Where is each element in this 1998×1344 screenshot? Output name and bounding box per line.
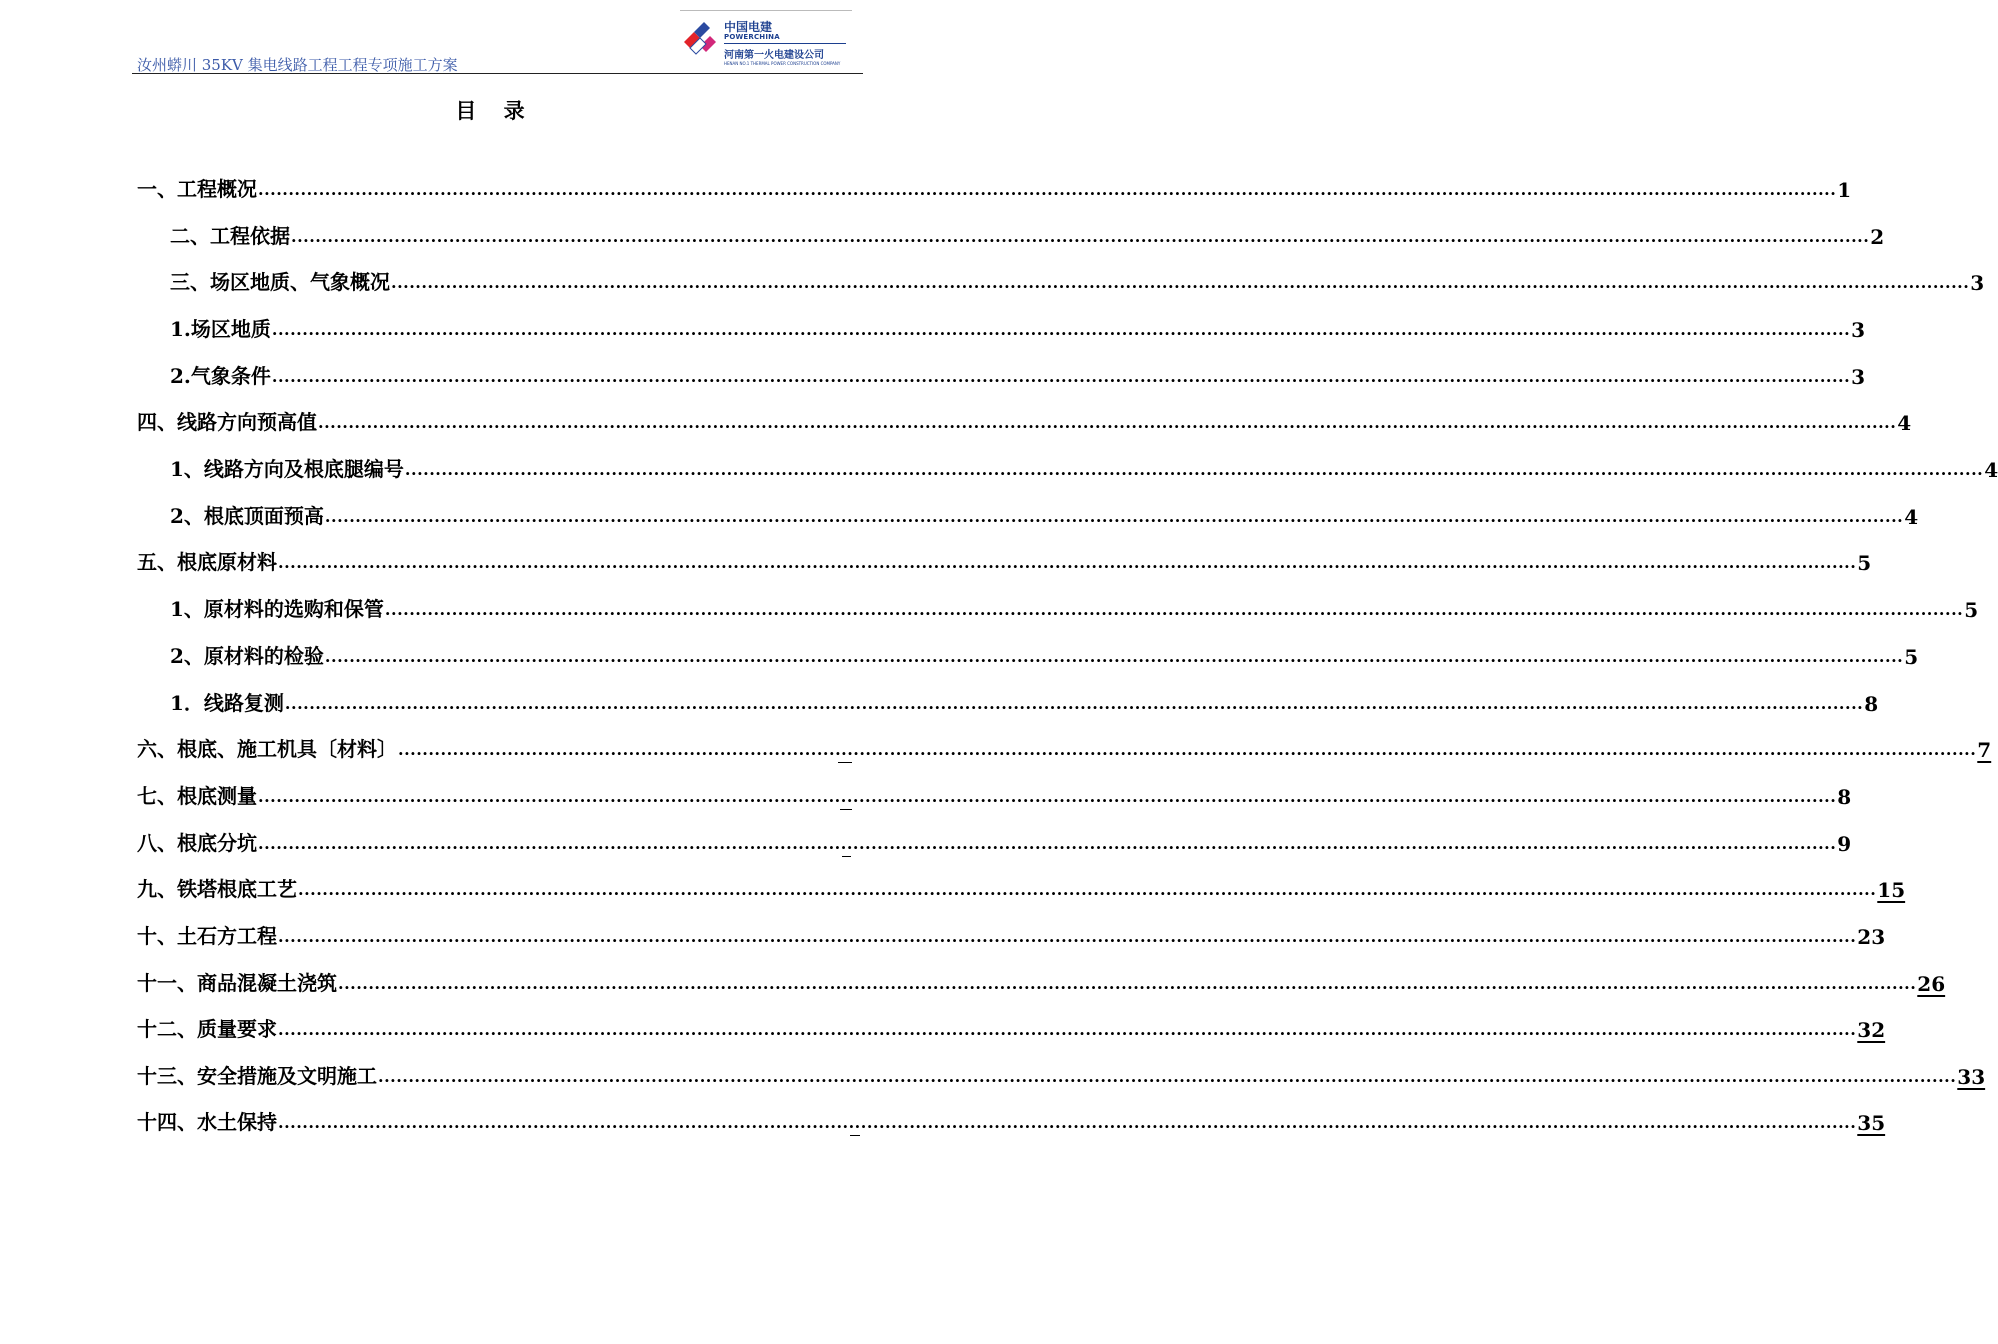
toc-leader-dots: .................................................................................................................................................................................................................................................................... [278,927,1857,946]
toc-entry[interactable] [170,686,1879,716]
toc-leader-dots: .................................................................................................................................................................................................................................................................... [258,787,1837,806]
toc-entry-page: 4 [1897,411,1912,435]
toc-entry[interactable] [137,966,1946,996]
toc-leader-dots: .................................................................................................................................................................................................................................................................... [271,367,1851,386]
logo-en-name: POWERCHINA [724,33,780,41]
toc-entry[interactable] [137,1059,1986,1089]
toc-leader-dots: .................................................................................................................................................................................................................................................................... [278,1113,1857,1132]
logo-company-name: 河南第一火电建设公司 [724,50,824,61]
toc-entry-label: 三、场区地质、气象概况 [170,270,390,294]
toc-entry[interactable] [170,359,1866,389]
toc-entry-page: 3 [1970,271,1985,295]
toc-entry-page: 8 [1837,785,1852,809]
toc-leader-dots: .................................................................................................................................................................................................................................................................... [384,600,1964,619]
toc-leader-dots: .................................................................................................................................................................................................................................................................... [278,553,1857,572]
toc-entry-page: 5 [1964,598,1979,622]
toc-leader-dots: .................................................................................................................................................................................................................................................................... [318,413,1897,432]
toc-leader-dots: .................................................................................................................................................................................................................................................................... [324,647,1904,666]
toc-entry-page: 32 [1857,1018,1886,1042]
toc-entry-page: 23 [1857,925,1886,949]
document-title: 汝州蟒川 35KV 集电线路工程工程专项施工方案 [137,56,458,74]
toc-entry-page: 4 [1904,505,1919,529]
toc-entry-page: 4 [1984,458,1998,482]
toc-entry[interactable] [137,405,1912,435]
toc-entry-page: 5 [1904,645,1919,669]
toc-entry[interactable] [137,919,1886,949]
toc-leader-dots: .................................................................................................................................................................................................................................................................... [258,834,1837,853]
toc-leader-dots: .................................................................................................................................................................................................................................................................... [391,273,1970,292]
toc-entry[interactable] [170,639,1919,669]
toc-entry[interactable] [137,172,1852,202]
toc-entry[interactable] [137,872,1906,902]
toc-leader-dots: .................................................................................................................................................................................................................................................................... [298,880,1877,899]
toc-entry-label: 五、根底原材料 [137,550,277,574]
toc-entry-label: 1．线路复测 [170,691,284,715]
toc-entry[interactable] [170,219,1885,249]
toc-entry-label: 四、线路方向预高值 [137,410,317,434]
toc-page-underline [850,1135,860,1136]
toc-entry-label: 十、土石方工程 [137,924,277,948]
toc-leader-dots: .................................................................................................................................................................................................................................................................... [271,320,1851,339]
toc-entry-label: 1、线路方向及根底腿编号 [170,457,404,481]
toc-page-underline [838,762,852,763]
toc-entry-page: 9 [1837,832,1852,856]
toc-entry-label: 六、根底、施工机具〔材料〕 [137,737,397,761]
toc-entry-label: 七、根底测量 [137,784,257,808]
toc-entry[interactable] [170,312,1866,342]
toc-entry-page: 33 [1957,1065,1986,1089]
toc-entry[interactable] [137,732,1992,762]
toc-leader-dots: .................................................................................................................................................................................................................................................................... [404,460,1984,479]
toc-entry-page: 3 [1851,318,1866,342]
toc-entry-label: 十三、安全措施及文明施工 [137,1064,377,1088]
toc-entry-page: 1 [1837,178,1852,202]
toc-entry-label: 八、根底分坑 [137,831,257,855]
toc-entry-label: 1、原材料的选购和保管 [170,597,384,621]
toc-entry-page: 15 [1877,878,1906,902]
toc-entry-page: 7 [1977,738,1992,762]
logo-company-en: HENAN NO.1 THERMAL POWER CONSTRUCTION COMPANY [724,61,841,66]
toc-entry-page: 2 [1870,225,1885,249]
toc-entry-label: 十四、水土保持 [137,1110,277,1134]
toc-entry-label: 十二、质量要求 [137,1017,277,1041]
toc-entry[interactable] [137,545,1872,575]
toc-entry[interactable] [170,592,1979,622]
toc-entry-page: 26 [1917,972,1946,996]
toc-page-underline [842,856,851,857]
toc-leader-dots: .................................................................................................................................................................................................................................................................... [284,694,1864,713]
toc-leader-dots: .................................................................................................................................................................................................................................................................... [338,974,1917,993]
toc-entry[interactable] [137,1012,1886,1042]
toc-entry[interactable] [170,499,1919,529]
toc-entry-page: 5 [1857,551,1872,575]
toc-entry-label: 九、铁塔根底工艺 [137,877,297,901]
toc-entry[interactable] [137,1105,1886,1135]
toc-entry-label: 2、根底顶面预高 [170,504,324,528]
toc-entry-label: 1.场区地质 [170,317,271,341]
toc-leader-dots: .................................................................................................................................................................................................................................................................... [398,740,1977,759]
toc-leader-dots: .................................................................................................................................................................................................................................................................... [278,1020,1857,1039]
toc-entry-page: 35 [1857,1111,1886,1135]
toc-leader-dots: .................................................................................................................................................................................................................................................................... [291,227,1870,246]
toc-entry-label: 十一、商品混凝土浇筑 [137,971,337,995]
toc-leader-dots: .................................................................................................................................................................................................................................................................... [258,180,1837,199]
toc-title: 目 录 [455,98,535,123]
toc-entry-page: 3 [1851,365,1866,389]
toc-entry-label: 一、工程概况 [137,177,257,201]
toc-page-underline [840,809,852,810]
toc-entry[interactable] [170,452,1998,482]
toc-entry[interactable] [137,779,1852,809]
logo-cn-name: 中国电建 [724,20,773,34]
toc-entry-label: 2.气象条件 [170,364,271,388]
toc-entry-label: 2、原材料的检验 [170,644,324,668]
toc-leader-dots: .................................................................................................................................................................................................................................................................... [324,507,1904,526]
toc-leader-dots: .................................................................................................................................................................................................................................................................... [378,1067,1957,1086]
toc-entry[interactable] [170,265,1985,295]
toc-entry-label: 二、工程依据 [170,224,290,248]
toc-entry[interactable] [137,826,1852,856]
toc-entry-page: 8 [1864,692,1879,716]
